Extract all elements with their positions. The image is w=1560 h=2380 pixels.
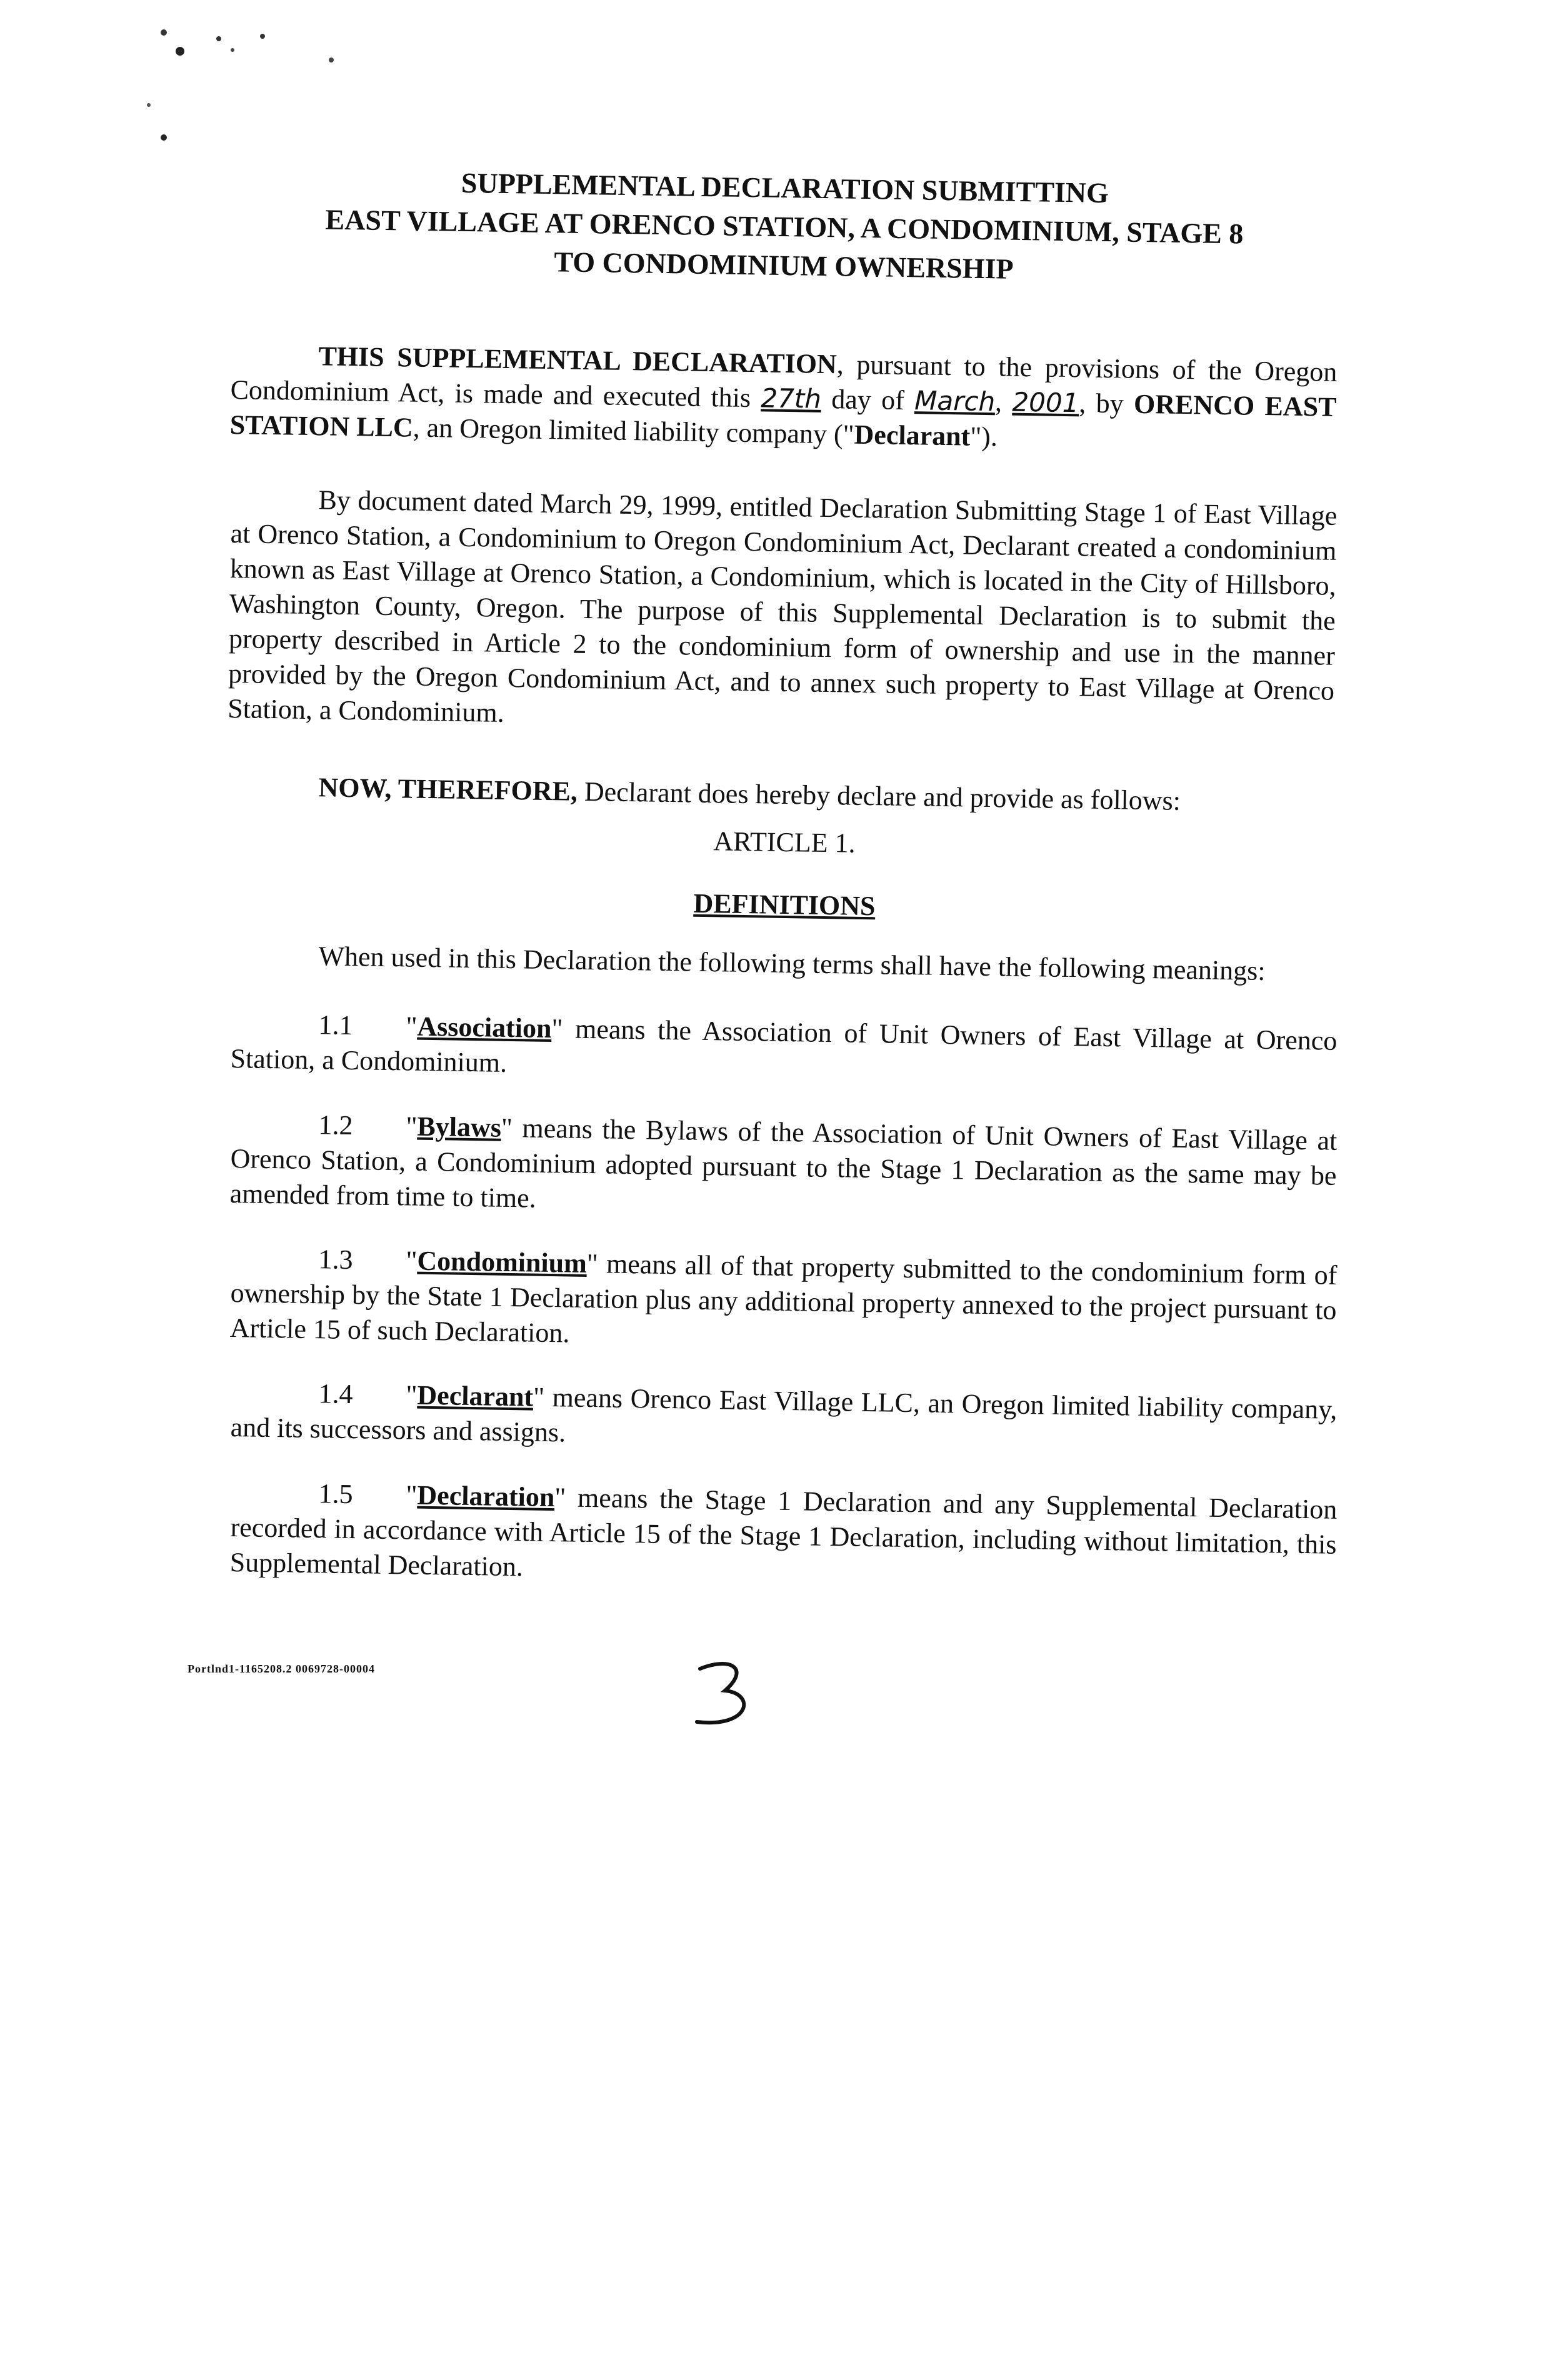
definition-text: means Orenco East Village LLC, an Oregon limited liability company, and its successors and assigns.	[230, 1381, 1338, 1448]
definition-number: 1.4	[318, 1378, 353, 1410]
intro-text: , pursuant to the provisions of the Oregon Condominium Act, is made and executed this	[230, 349, 1338, 414]
definition-text: means the Stage 1 Declaration and any Supplemental Declaration recorded in accordance with Article 15 of the Stage 1 Declaration, including without limitation, this Supplemental Declaration.	[229, 1482, 1338, 1582]
document-footer-id: Portlnd1-1165208.2 0069728-00004	[188, 1662, 375, 1675]
handwritten-day: 27th	[761, 382, 822, 414]
recital-paragraph	[227, 481, 1338, 728]
intro-paragraph	[229, 338, 1338, 452]
definition-text: means the Association of Unit Owners of East Village at Orenco Station, a Condominium.	[230, 1013, 1338, 1078]
recital-text: By document dated March 29, 1999, entitled Declaration Submitting Stage 1 of East Village at Orenco Station, a Condominium to Oregon Condominium Act, Declarant created a condominium known as East Village at Orenco Station, a Condominium, which is located in the City of Hillsboro, Washington County, Oregon. The purpose of this Supplemental Declaration is to submit the property described in Article 2 to the condominium form of ownership and use in the manner provided by the Oregon Condominium Act, and to annex such property to East Village at Orenco Station, a Condominium.	[227, 484, 1338, 728]
intro-text: ,	[994, 386, 1012, 418]
document-title	[231, 160, 1339, 294]
defined-term-declarant: Declarant	[854, 419, 971, 452]
definition-1-2: 1.2 "Bylaws" means the Bylaws of the Association of Unit Owners of East Village at Orenco Station, a Condominium adopted pursuant to the Stage 1 Declaration as the same may be amended from time to time.	[231, 1106, 1338, 1211]
definition-text: means the Bylaws of the Association of Unit Owners of East Village at Orenco Station, a Condominium adopted pursuant to the Stage 1 Declaration as the same may be amended from time to time.	[229, 1112, 1338, 1214]
definition-1-1: 1.1 "Association" means the Association of Unit Owners of East Village at Orenco Station, a Condominium.	[231, 1006, 1338, 1076]
definition-term: Condominium	[417, 1245, 588, 1279]
intro-text: ").	[969, 421, 998, 452]
definitions-intro-text: When used in this Declaration the following terms shall have the following meanings:	[318, 941, 1266, 986]
therefore-lead: NOW, THEREFORE,	[318, 772, 578, 807]
intro-text: , an Oregon limited liability company ("	[412, 412, 855, 450]
definition-1-4: 1.4 "Declarant" means Orenco East Village LLC, an Oregon limited liability company, and its successors and assigns.	[231, 1375, 1338, 1445]
title-line-2: EAST VILLAGE AT ORENCO STATION, A CONDOMINIUM, STAGE 8	[325, 203, 1244, 250]
title-line-1: SUPPLEMENTAL DECLARATION SUBMITTING	[461, 166, 1109, 209]
therefore-text: Declarant does hereby declare and provide as follows:	[577, 776, 1181, 816]
title-line-3: TO CONDOMINIUM OWNERSHIP	[554, 246, 1014, 285]
definition-1-5: 1.5 "Declaration" means the Stage 1 Declaration and any Supplemental Declaration recorded in accordance with Article 15 of the Stage 1 Declaration, including without limitation, this Supplemental Declaration.	[231, 1475, 1338, 1580]
definition-term: Declarant	[417, 1379, 534, 1412]
intro-text: day of	[821, 383, 915, 416]
article-heading-wrap	[231, 879, 1338, 931]
definition-text: means all of that property submitted to the condominium form of ownership by the State 1 Declaration plus any additional property annexed to the project pursuant to Article 15 of such Declaration.	[229, 1248, 1338, 1349]
handwritten-month: March	[914, 385, 996, 418]
definition-number: 1.5	[318, 1478, 353, 1510]
therefore-paragraph	[231, 769, 1338, 816]
definition-1-3: 1.3 "Condominium" means all of that property submitted to the condominium form of ownership by the State 1 Declaration plus any additional property annexed to the project pursuant to Article 15 of such Declaration.	[231, 1241, 1338, 1346]
party-name: ORENCO EAST STATION LLC	[229, 388, 1337, 443]
definition-number: 1.1	[318, 1009, 353, 1041]
definition-number: 1.2	[318, 1109, 353, 1141]
intro-lead: THIS SUPPLEMENTAL DECLARATION	[318, 341, 838, 380]
scan-specks	[0, 0, 1560, 188]
handwritten-page-number	[681, 1650, 769, 1738]
definition-term: Association	[417, 1011, 552, 1044]
article-heading: DEFINITIONS	[693, 888, 876, 922]
handwritten-year: 2001	[1012, 386, 1079, 419]
intro-text: , by	[1079, 388, 1134, 419]
definition-term: Bylaws	[417, 1111, 502, 1143]
definition-term: Declaration	[417, 1479, 555, 1513]
definition-number: 1.3	[318, 1244, 353, 1276]
article-number: ARTICLE 1.	[713, 826, 856, 859]
definitions-intro	[231, 938, 1338, 986]
